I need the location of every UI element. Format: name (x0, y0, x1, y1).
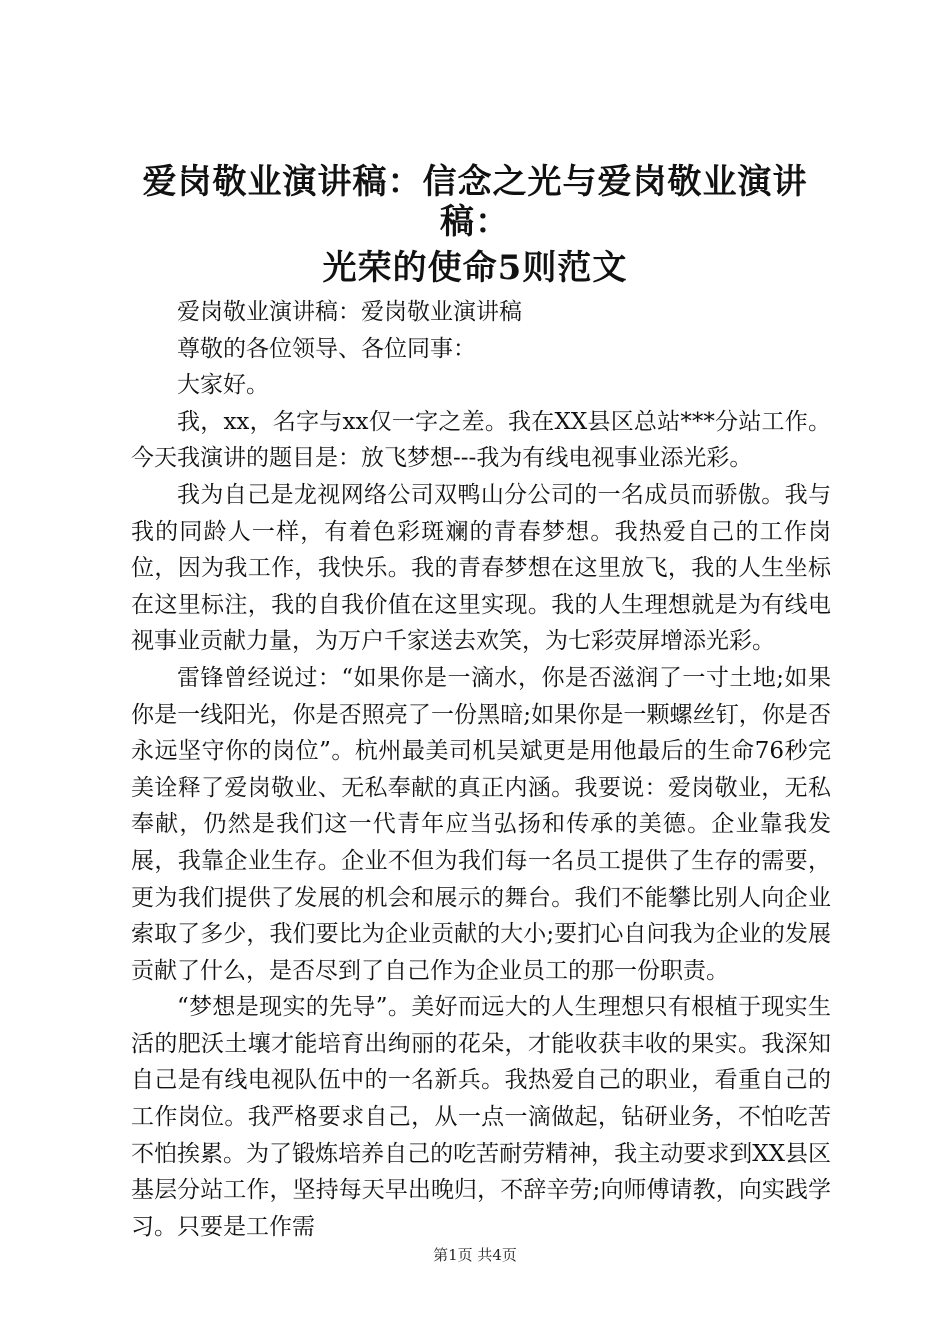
paragraph-pride: 我为自己是龙视网络公司双鸭山分公司的一名成员而骄傲。我与我的同龄人一样，有着色彩斑斓的青春梦想。我热爱自己的工作岗位，因为我工作，我快乐。我的青春梦想在这里放飞，我的人生坐标在这里标注，我的自我价值在这里实现。我的人生理想就是为有线电视事业贡献力量，为万户千家送去欢笑，为七彩荧屏增添光彩。 (131, 481, 831, 655)
paragraph-greeting-heading: 爱岗敬业演讲稿：爱岗敬业演讲稿 (177, 299, 522, 325)
document-title-line-2: 光荣的使命5则范文 (322, 248, 628, 288)
document-body (131, 294, 831, 1245)
paragraph-lei-feng: 雷锋曾经说过：“如果你是一滴水，你是否滋润了一寸土地;如果你是一线阳光，你是否照亮了一份黑暗;如果你是一颗螺丝钉，你是否永远坚守你的岗位”。杭州最美司机吴斌更是用他最后的生命76秒完美诠释了爱岗敬业、无私奉献的真正内涵。我要说：爱岗敬业，无私奉献，仍然是我们这一代青年应当弘扬和传承的美德。企业靠我发展，我靠企业生存。企业不但为我们每一名员工提供了生存的需要，更为我们提供了发展的机会和展示的舞台。我们不能攀比别人向企业索取了多少，我们要比为企业贡献的大小;要扪心自问我为企业的发展贡献了什么，是否尽到了自己作为企业员工的那一份职责。 (131, 664, 831, 984)
document-title-line-1: 爱岗敬业演讲稿：信念之光与爱岗敬业演讲稿： (142, 162, 808, 242)
paragraph-hello: 大家好。 (177, 372, 269, 399)
paragraph-salutation: 尊敬的各位领导、各位同事： (177, 335, 476, 362)
paragraph-dream: “梦想是现实的先导”。美好而远大的人生理想只有根植于现实生活的肥沃土壤才能培育出绚丽的花朵，才能收获丰收的果实。我深知自己是有线电视队伍中的一名新兵。我热爱自己的职业，看重自己的工作岗位。我严格要求自己，从一点一滴做起，钻研业务，不怕吃苦不怕挨累。为了锻炼培养自己的吃苦耐劳精神，我主动要求到XX县区基层分站工作，坚持每天早出晚归，不辞辛劳;向师傅请教，向实践学习。只要是工作需 (131, 994, 831, 1240)
page-footer: 第1页 共4页 (433, 1246, 517, 1264)
paragraph-introduction: 我，xx，名字与xx仅一字之差。我在XX县区总站***分站工作。今天我演讲的题目是：放飞梦想---我为有线电视事业添光彩。 (131, 408, 831, 472)
